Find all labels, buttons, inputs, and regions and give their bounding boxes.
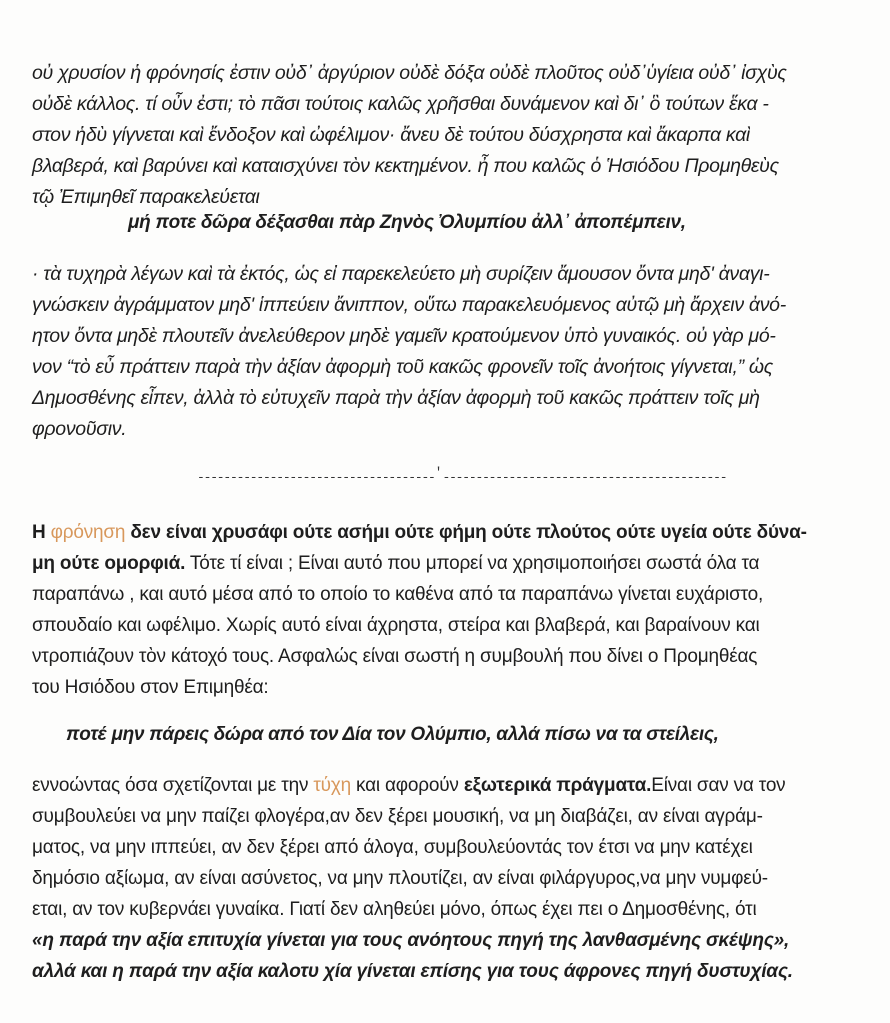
text-line: σπουδαίο και ωφέλιμο. Χωρίς αυτό είναι άχρηστα, στείρα και βλαβερά, και βαραίνουν και: [32, 615, 760, 636]
ancient-paragraph-1: [32, 58, 862, 213]
section-separator: [197, 465, 727, 485]
ancient-paragraph-2: [32, 259, 862, 445]
text-line: εται, αν τον κυβερνάει γυναίκα. Γιατί δεν αληθεύει μόνο, όπως έχει πει ο Δημοσθένης, ότι: [32, 899, 757, 920]
text-line: γνώσκειν ἀγράμματον μηδ' ἱππεύειν ἄνιππον, οὕτω παρακελευόμενος αὐτῷ μὴ ἄρχειν ἀνό-: [32, 294, 786, 316]
highlight-tyche: τύχη: [313, 775, 351, 796]
text-line: ητον ὄντα μηδὲ πλουτεῖν ἀνελεύθερον μηδὲ γαμεῖν κρατούμενον ὑπὸ γυναικός. οὐ γὰρ μό-: [32, 325, 776, 347]
demosthenes-quote-line: «η παρά την αξία επιτυχία γίνεται για τους ανόητους πηγή της λανθασμένης σκέψης»,: [32, 930, 790, 951]
text-line: νον “τὸ εὖ πράττειν παρὰ τὴν ἀξίαν ἀφορμὴ τοῦ κακῶς φρονεῖν τοῖς ἀνοήτοις γίγνεται,” ὡς: [32, 356, 773, 378]
text-line: · τὰ τυχηρὰ λέγων καὶ τὰ ἐκτός, ὡς εἰ παρεκελεύετο μὴ συρίζειν ἄμουσον ὄντα μηδ' ἀναγι-: [32, 263, 770, 285]
text-line: δημόσιο αξίωμα, αν είναι ασύνετος, να μην πλουτίζει, αν είναι φιλάργυρος,να μην νυμφεύ-: [32, 868, 768, 889]
text-segment: εννοώντας όσα σχετίζονται με την: [32, 775, 314, 796]
separator-right-dashes: -------------------------------------------: [442, 470, 727, 485]
bold-text: μη ούτε ομορφιά.: [32, 553, 186, 574]
text-line: φρονοῦσιν.: [32, 418, 127, 440]
separator-left-dashes: ------------------------------------: [197, 470, 435, 485]
text-line: στον ἡδὺ γίγνεται καὶ ἔνδοξον καὶ ὠφέλιμον· ἄνευ δὲ τούτου δύσχρηστα καὶ ἄκαρπα καὶ: [32, 124, 750, 146]
text-segment: και αφορούν: [350, 775, 464, 796]
text-line: βλαβερά, καὶ βαρύνει καὶ καταισχύνει τὸν κεκτημένον. ἦ που καλῶς ὁ Ἡσιόδου Προμηθεὺς: [32, 155, 779, 177]
text-line: παραπάνω , και αυτό μέσα από το οποίο το καθένα από τα παραπάνω γίνεται ευχάριστο,: [32, 584, 764, 605]
text-segment: Η: [32, 522, 51, 543]
translated-hesiod-quote: ποτέ μην πάρεις δώρα από τον Δία τον Ολύμπιο, αλλά πίσω να τα στείλεις,: [66, 724, 719, 745]
text-line: [32, 770, 862, 801]
translation-paragraph-2: [32, 770, 862, 987]
text-line: ματος, να μην ιππεύει, αν δεν ξέρει από άλογα, συμβουλεύοντάς τον έτσι να μην κατέχει: [32, 837, 753, 858]
text-line: του Ησιόδου στον Επιμηθέα:: [32, 677, 269, 698]
text-segment: Τότε τί είναι ; Είναι αυτό που μπορεί να χρησιμοποιήσει σωστά όλα τα: [185, 553, 760, 574]
text-line: οὐ χρυσίον ἡ φρόνησίς ἐστιν οὐδ᾽ ἀργύριον οὐδὲ δόξα οὐδὲ πλοῦτος οὐδ᾽ὑγίεια οὐδ᾽ ἰσχὺς: [32, 62, 787, 84]
text-line: Δημοσθένης εἶπεν, ἀλλὰ τὸ εὐτυχεῖν παρὰ τὴν ἀξίαν ἀφορμὴ τοῦ κακῶς πράττειν τοῖς μὴ: [32, 387, 760, 409]
text-segment: Είναι σαν να τον: [651, 775, 786, 796]
separator-mark: ': [434, 465, 443, 480]
text-line: [32, 517, 862, 548]
bold-text: εξωτερικά πράγματα.: [463, 775, 652, 796]
bold-text: δεν είναι χρυσάφι ούτε ασήμι ούτε φήμη ούτε πλούτος ούτε υγεία ούτε δύνα-: [125, 522, 807, 543]
highlight-phronesis: φρόνηση: [50, 522, 126, 543]
text-line: ντροπιάζουν τὸν κάτοχό τους. Ασφαλώς είναι σωστή η συμβουλή που δίνει ο Προμηθέας: [32, 646, 758, 667]
text-line: οὐδὲ κάλλος. τί οὖν ἐστι; τὸ πᾶσι τούτοις καλῶς χρῆσθαι δυνάμενον καὶ δι᾽ ὃ τούτων ἕκα -: [32, 93, 769, 115]
text-line: τῷ Ἐπιμηθεῖ παρακελεύεται: [32, 186, 260, 208]
text-line: [32, 548, 862, 579]
demosthenes-quote-line: αλλά και η παρά την αξία καλοτυ χία γίνεται επίσης για τους άφρονες πηγή δυστυχίας.: [32, 961, 793, 982]
text-line: συμβουλεύει να μην παίζει φλογέρα,αν δεν ξέρει μουσική, να μη διαβάζει, αν είναι αγράμ-: [32, 806, 763, 827]
ancient-hesiod-quote: μή ποτε δῶρα δέξασθαι πὰρ Ζηνὸς Ὀλυμπίου ἀλλ᾽ ἀποπέμπειν,: [128, 212, 686, 233]
translation-paragraph-1: [32, 517, 862, 703]
